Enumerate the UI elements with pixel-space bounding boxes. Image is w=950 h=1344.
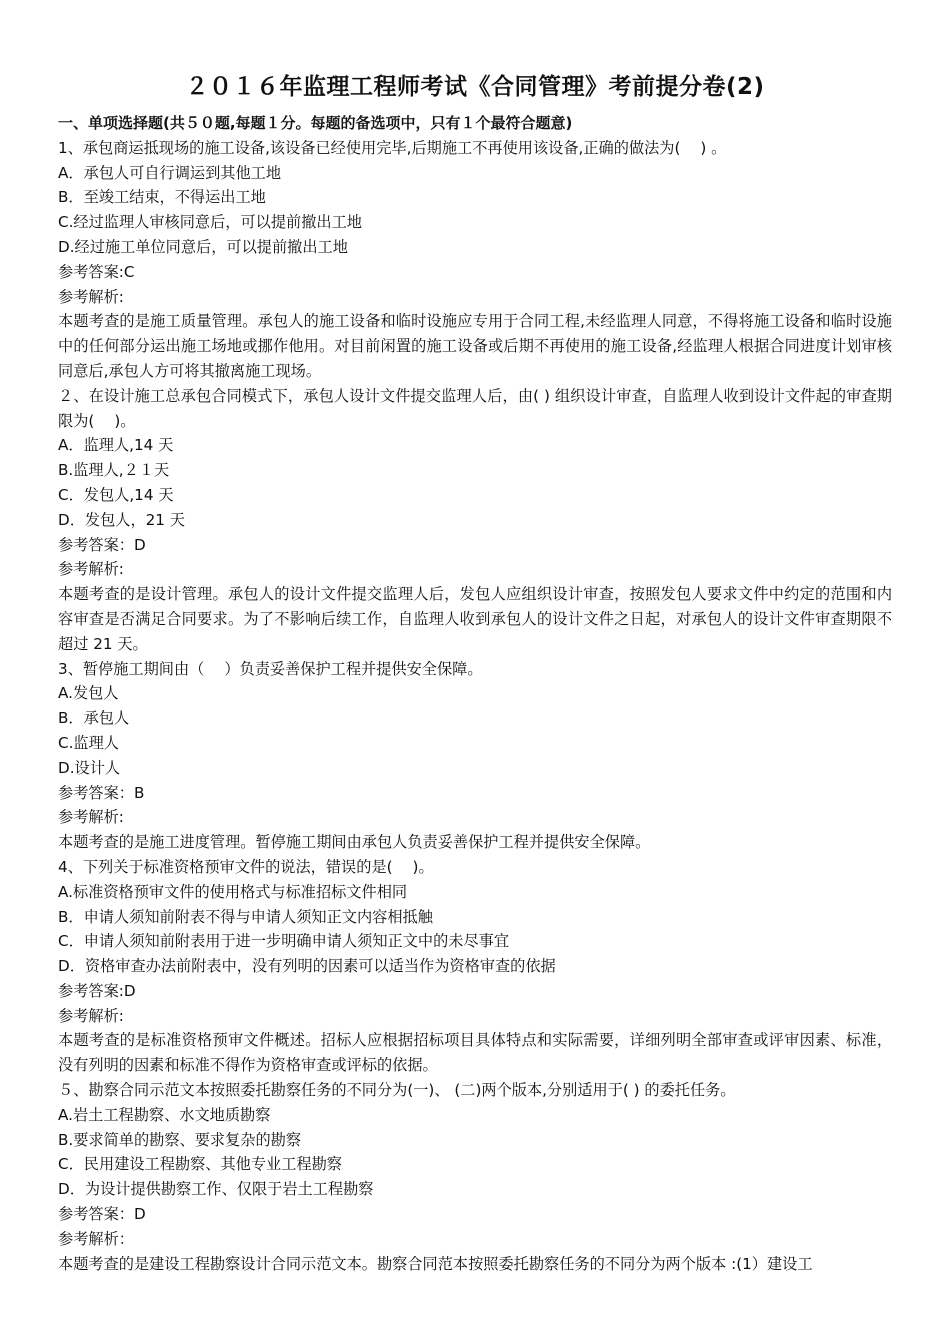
question-3 (58, 657, 892, 855)
analysis-label: 参考解析: (58, 287, 124, 306)
question-4 (58, 855, 892, 1078)
question-2 (58, 384, 892, 657)
option-c: C.经过监理人审核同意后，可以提前撤出工地 (58, 213, 362, 232)
question-stem: 4、下列关于标准资格预审文件的说法，错误的是( )。 (58, 857, 434, 876)
analysis-label: 参考解析: (58, 1006, 124, 1025)
option-a: A.标准资格预审文件的使用格式与标准招标文件相同 (58, 882, 408, 901)
question-stem: 1、承包商运抵现场的施工设备,该设备已经使用完毕,后期施工不再使用该设备,正确的做法为( ) 。 (58, 138, 727, 157)
option-c: C．民用建设工程勘察、其他专业工程勘察 (58, 1155, 342, 1174)
question-stem: ５、勘察合同示范文本按照委托勘察任务的不同分为(一)、 (二)两个版本,分别适用于( ) 的委托任务。 (58, 1081, 736, 1100)
option-c: C．申请人须知前附表用于进一步明确申请人须知正文中的未尽事宜 (58, 932, 510, 951)
option-d: D.经过施工单位同意后，可以提前撤出工地 (58, 237, 348, 256)
analysis-label: 参考解析: (58, 560, 124, 579)
answer: 参考答案：D (58, 535, 146, 554)
option-c: C.监理人 (58, 733, 119, 752)
option-d: D．为设计提供勘察工作、仅限于岩土工程勘察 (58, 1180, 374, 1199)
section-heading: 一、单项选择题(共５０题,每题１分。每题的备选项中，只有１个最符合题意) (58, 114, 573, 132)
analysis-text: 本题考查的是施工质量管理。承包人的施工设备和临时设施应专用于合同工程,未经监理人同意，不得将施工设备和临时设施中的任何部分运出施工场地或挪作他用。对目前闲置的施工设备或后期不再使用的施工设备,经监理人根据合同进度计划审核同意后,承包人方可将其撤离施工现场。 (58, 312, 892, 380)
option-a: A．监理人,14 天 (58, 436, 174, 455)
answer: 参考答案:C (58, 262, 135, 281)
option-a: A.发包人 (58, 684, 119, 703)
option-b: B.要求简单的勘察、要求复杂的勘察 (58, 1130, 302, 1149)
answer: 参考答案:D (58, 981, 136, 1000)
option-b: B．至竣工结束，不得运出工地 (58, 188, 266, 207)
option-b: B．承包人 (58, 709, 130, 728)
option-a: A．承包人可自行调运到其他工地 (58, 163, 282, 182)
option-d: D．发包人，21 天 (58, 510, 185, 529)
option-c: C．发包人,14 天 (58, 485, 174, 504)
analysis-text: 本题考查的是设计管理。承包人的设计文件提交监理人后，发包人应组织设计审查，按照发包人要求文件中约定的范围和内容审查是否满足合同要求。为了不影响后续工作，自监理人收到承包人的设计文件之日起，对承包人的设计文件审查期限不超过 21 天。 (58, 585, 892, 653)
option-b: B.监理人,２１天 (58, 461, 170, 480)
analysis-text: 本题考查的是标准资格预审文件概述。招标人应根据招标项目具体特点和实际需要，详细列明全部审查或评审因素、标准，没有列明的因素和标准不得作为资格审查或评标的依据。 (58, 1031, 892, 1075)
answer: 参考答案：D (58, 1205, 146, 1224)
answer: 参考答案：B (58, 783, 145, 802)
question-stem: 3、暂停施工期间由（ ）负责妥善保护工程并提供安全保障。 (58, 659, 483, 678)
option-a: A.岩土工程勘察、水文地质勘察 (58, 1105, 271, 1124)
analysis-text: 本题考查的是建设工程勘察设计合同示范文本。勘察合同范本按照委托勘察任务的不同分为两个版本 :(1）建设工 (58, 1254, 813, 1273)
analysis-text: 本题考查的是施工进度管理。暂停施工期间由承包人负责妥善保护工程并提供安全保障。 (58, 833, 651, 852)
analysis-label: 参考解析: (58, 808, 124, 827)
page-title: ２０１６年监理工程师考试《合同管理》考前提分卷(2) (185, 74, 765, 100)
question-1 (58, 136, 892, 384)
question-stem: ２、在设计施工总承包合同模式下，承包人设计文件提交监理人后，由( ) 组织设计审查，自监理人收到设计文件起的审查期限为( )。 (58, 386, 892, 430)
option-d: D.设计人 (58, 758, 121, 777)
option-b: B．申请人须知前附表不得与申请人须知正文内容相抵触 (58, 907, 433, 926)
question-5 (58, 1078, 892, 1276)
option-d: D．资格审查办法前附表中，没有列明的因素可以适当作为资格审查的依据 (58, 957, 556, 976)
analysis-label: 参考解析： (58, 1229, 134, 1248)
